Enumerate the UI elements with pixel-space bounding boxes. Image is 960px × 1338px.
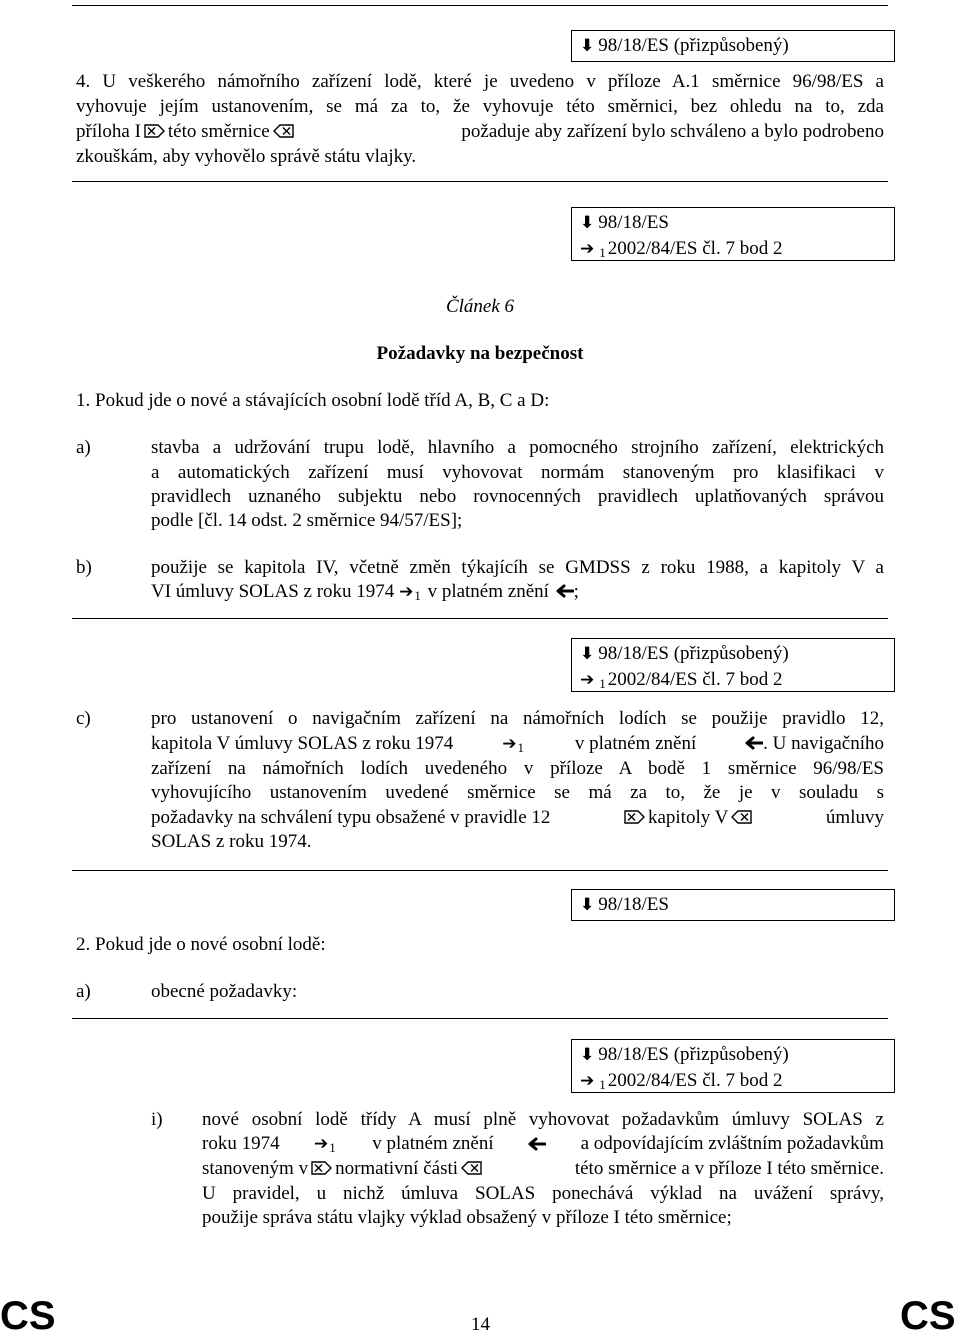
s2-i-line3c: této směrnice a v příloze I této směrnice. [574, 1158, 884, 1179]
footer-page-number: 14 [471, 1314, 490, 1335]
s1-b-sub: 1 [414, 588, 421, 603]
s1-c-label: c) [76, 708, 91, 729]
section-rule-4 [72, 1018, 888, 1019]
s1-c-line5b: kapitoly V [647, 807, 729, 828]
s1-c-line5 [151, 805, 884, 830]
right-arrow-icon: ➔ [580, 239, 595, 259]
s1-c-line6: SOLAS z roku 1974. [151, 831, 312, 852]
delete-start-icon [311, 1161, 332, 1175]
p4-line2: vyhovuje jejím ustanovením, se má za to, že vyhovuje této směrnici, bez ohledu na to, zda [76, 96, 884, 117]
s1-c-line2c: . U navigačního [763, 733, 884, 754]
left-arrow-icon [745, 736, 763, 750]
s1-b-line2c: ; [573, 581, 579, 602]
s2-i-line2c: a odpovídajícím zvláštním požadavkům [580, 1133, 884, 1154]
s1-c-line1: pro ustanovení o navigačním zařízení na námořních lodích se použije pravidlo 12, [151, 708, 884, 729]
ref-box-1-line1: 98/18/ES (přizpůsobený) [598, 35, 789, 56]
s2-a-text: obecné požadavky: [151, 981, 298, 1002]
delete-start-icon [144, 124, 165, 138]
s1-a-label: a) [76, 437, 91, 458]
s2-i-line5: použije správa státu vlajky výklad obsažený v příloze I této směrnice; [202, 1207, 732, 1228]
delete-start-icon [624, 810, 645, 824]
ref-box-2 [571, 207, 895, 261]
s2-i-line3a: stanoveným v [202, 1158, 309, 1179]
section-rule-1 [72, 181, 888, 182]
s2-i-line3b: normativní části [335, 1158, 459, 1179]
ref-box-1 [571, 30, 895, 62]
ref-box-4 [571, 889, 895, 921]
s1-c-line5a: požadavky na schválení typu obsažené v pravidle 12 [151, 807, 551, 828]
down-arrow-icon: ⬇ [580, 895, 595, 915]
ref-box-4-line1: 98/18/ES [598, 894, 669, 915]
down-arrow-icon: ⬇ [580, 36, 595, 56]
ref-box-3-sub: 1 [599, 676, 606, 691]
delete-end-icon [461, 1161, 482, 1175]
right-arrow-icon: ➔ [314, 1134, 329, 1154]
down-arrow-icon: ⬇ [580, 644, 595, 664]
s2-intro: 2. Pokud jde o nové osobní lodě: [76, 934, 326, 955]
ref-box-2-line1: 98/18/ES [598, 212, 669, 233]
delete-end-icon [731, 810, 752, 824]
ref-box-5 [571, 1039, 895, 1093]
p4-line4: zkouškám, aby vyhovělo správě státu vlajky. [76, 146, 417, 167]
delete-end-icon [273, 124, 294, 138]
article-title: Článek 6 [445, 296, 515, 317]
s1-a-line4: podle [čl. 14 odst. 2 směrnice 94/57/ES]; [151, 510, 463, 531]
ref-box-5-line1: 98/18/ES (přizpůsobený) [598, 1044, 789, 1065]
right-arrow-icon: ➔ [502, 734, 517, 754]
p4-line1: 4. U veškerého námořního zařízení lodě, které je uvedeno v příloze A.1 směrnice 96/98/ES a [76, 71, 884, 92]
down-arrow-icon: ⬇ [580, 213, 595, 233]
s2-a-label: a) [76, 981, 91, 1002]
down-arrow-icon: ⬇ [580, 1045, 595, 1065]
ref-box-3-line1: 98/18/ES (přizpůsobený) [598, 643, 789, 664]
footer-lang-right: CS [900, 1294, 956, 1338]
s2-i-line3 [202, 1156, 884, 1181]
s1-a-line1: stavba a udržování trupu lodě, hlavního a pomocného strojního zařízení, elektrických [151, 437, 884, 458]
footer-lang-left: CS [0, 1294, 56, 1338]
article-subtitle: Požadavky na bezpečnost [376, 343, 584, 364]
s2-i-line4: U pravidel, u nichž úmluva SOLAS ponechává výklad na uvážení správy, [202, 1183, 884, 1204]
ref-box-5-sub: 1 [599, 1077, 606, 1092]
ref-box-2-sub: 1 [599, 245, 606, 260]
left-arrow-icon [528, 1137, 546, 1151]
s1-a-line3: pravidlech uznaného subjektu nebo rovnocenných pravidlech uplatňovaných správou [151, 486, 884, 507]
s1-b-line2 [151, 579, 579, 608]
ref-box-3 [571, 638, 895, 692]
s2-i-label: i) [151, 1109, 163, 1130]
s1-c-line4: vyhovujícího ustanovením uvedené směrnice se má za to, že je v souladu s [151, 782, 884, 803]
s2-i-line1: nové osobní lodě třídy A musí plně vyhovovat požadavkům úmluvy SOLAS z [202, 1109, 884, 1130]
s1-c-sub: 1 [517, 740, 524, 755]
ref-box-2-line2: 2002/84/ES čl. 7 bod 2 [607, 238, 783, 259]
left-arrow-icon [556, 584, 574, 598]
s1-c-line2b: v platném znění [574, 733, 697, 754]
right-arrow-icon: ➔ [580, 670, 595, 690]
s1-a-line2: a automatických zařízení musí vyhovovat normám stanoveným pro klasifikaci v [151, 462, 884, 483]
s1-b-line1: použije se kapitola IV, včetně změn týkajícíh se GMDSS z roku 1988, a kapitoly V a [151, 557, 884, 578]
p4-line3a: příloha I [76, 121, 141, 142]
p4-line3b: této směrnice [167, 121, 270, 142]
s1-intro: 1. Pokud jde o nové a stávajících osobní lodě tříd A, B, C a D: [76, 390, 550, 411]
s2-i-line2a: roku 1974 [202, 1133, 280, 1154]
s1-c-line3: zařízení na námořních lodích uvedeného v příloze A bodě 1 směrnice 96/98/ES [151, 758, 884, 779]
s1-c-line2a: kapitola V úmluvy SOLAS z roku 1974 [151, 733, 454, 754]
s1-c-line5c: úmluvy [825, 807, 884, 828]
ref-box-5-line2: 2002/84/ES čl. 7 bod 2 [607, 1070, 783, 1091]
section-rule-2 [72, 618, 888, 619]
s2-i-line2b: v platném znění [372, 1133, 494, 1154]
p4-line3 [76, 119, 884, 144]
s1-b-label: b) [76, 557, 92, 578]
s1-b-line2a: VI úmluvy SOLAS z roku 1974 [151, 581, 395, 602]
ref-box-3-line2: 2002/84/ES čl. 7 bod 2 [607, 669, 783, 690]
top-rule [72, 5, 888, 6]
section-rule-3 [72, 870, 888, 871]
right-arrow-icon: ➔ [580, 1071, 595, 1091]
p4-line3c: požaduje aby zařízení bylo schváleno a bylo podrobeno [461, 121, 884, 142]
s2-i-sub: 1 [329, 1140, 336, 1155]
right-arrow-icon: ➔ [399, 582, 414, 602]
s1-b-line2b: v platném znění [427, 581, 549, 602]
